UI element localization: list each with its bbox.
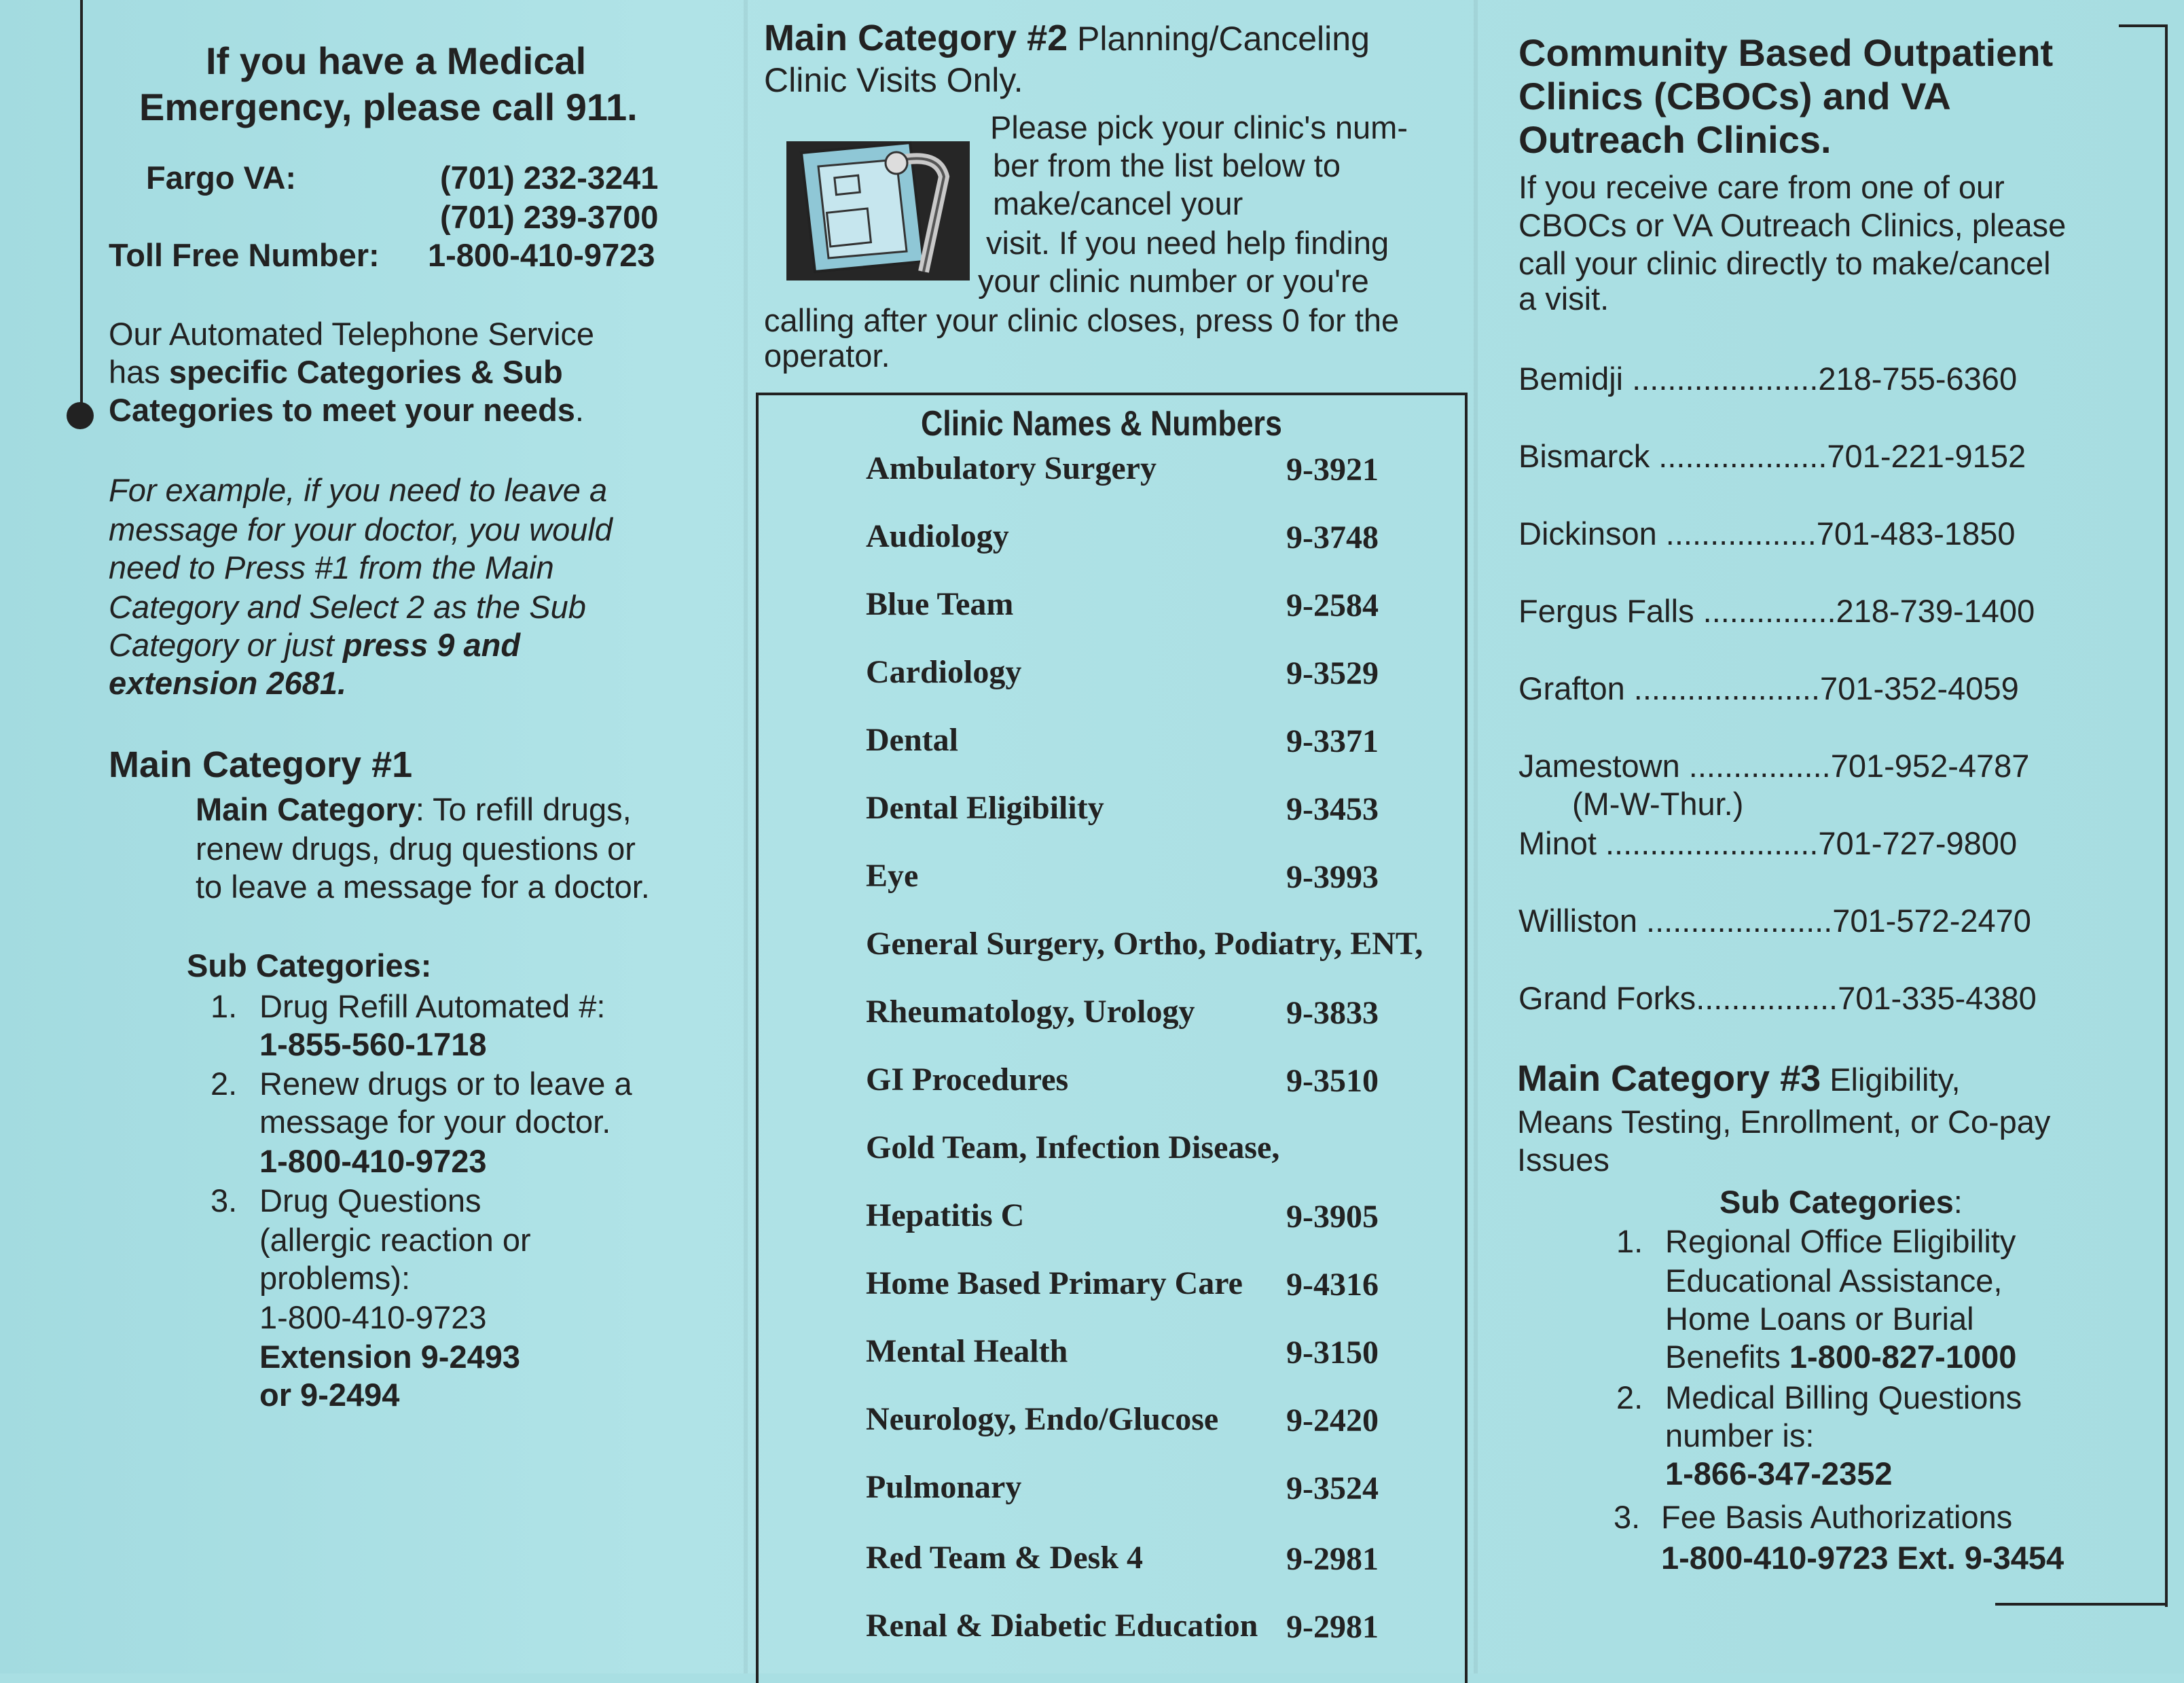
outpatient-clinic-phone: 701-952-4787 [1830,748,2030,784]
intro-text: visit. If you need help finding [986,225,1389,261]
cboc-intro: CBOCs or VA Outreach Clinics, please [1518,207,2067,243]
main-category-2-title: Main Category #2 Planning/Canceling [764,18,1370,58]
list-number: 1. [1616,1223,1643,1259]
clinic-name: Mental Health [866,1333,1068,1369]
clinic-number: 9-3993 [1286,859,1379,895]
clinic-number: 9-2981 [1286,1541,1379,1577]
automated-text: has specific Categories & Sub [109,354,563,390]
cboc-intro: If you receive care from one of our [1518,169,2005,205]
outpatient-clinic-phone: 701-352-4059 [1820,670,2019,706]
fargo-label: Fargo VA: [146,160,297,196]
emergency-heading: Emergency, please call 911. [139,86,638,128]
sub-category-text: (allergic reaction or [259,1222,531,1258]
dot-leader: ............... [1694,593,1836,629]
sub-category-text: message for your doctor. [259,1104,611,1140]
outpatient-clinic-row [1518,592,2035,630]
outpatient-clinic-row [1518,360,2017,398]
sub-category-text: Benefits 1-800-827-1000 [1665,1339,2017,1375]
list-number: 2. [1616,1379,1643,1415]
intro-text: make/cancel your [993,185,1243,221]
dot-leader: ................ [1696,980,1838,1016]
main-category-3-desc: Means Testing, Enrollment, or Co-pay [1517,1104,2051,1140]
clinic-name: Neurology, Endo/Glucose [866,1401,1219,1437]
clinic-name: Eye [866,858,919,894]
sub-categories-title: Sub Categories: [1719,1184,1963,1220]
example-text: Category or just press 9 and [109,627,521,663]
outpatient-clinic-row [1518,437,2026,475]
outpatient-clinic-row [1518,747,2029,785]
intro-text: ber from the list below to [993,147,1341,183]
sub-category-text: Fee Basis Authorizations [1661,1499,2013,1535]
clinic-name: General Surgery, Ortho, Podiatry, ENT, [866,926,1423,962]
clinic-name: Rheumatology, Urology [866,994,1195,1030]
automated-text: Our Automated Telephone Service [109,316,595,352]
list-number: 3. [211,1182,238,1218]
fargo-phone: (701) 239-3700 [440,199,659,235]
clinic-number: 9-3921 [1286,452,1379,488]
bullet-dot [67,402,94,429]
main-category-1-desc: Main Category: To refill drugs, [196,791,632,827]
intro-text: your clinic number or you're [978,263,1369,299]
cboc-intro: call your clinic directly to make/cancel [1518,245,2051,281]
calendar-phone-icon [781,136,978,285]
outpatient-clinic-phone: 701-727-9800 [1818,825,2018,861]
outpatient-clinic-name: Minot [1518,825,1597,861]
cboc-title: Clinics (CBOCs) and VA [1518,75,1951,117]
clinic-number: 9-4316 [1286,1267,1379,1303]
sub-category-text: Drug Refill Automated #: [259,988,606,1024]
clinic-name: Ambulatory Surgery [866,450,1157,486]
outpatient-clinic-row [1518,515,2016,553]
clinic-name: Hepatitis C [866,1197,1025,1233]
clinic-name: GI Procedures [866,1062,1069,1098]
outpatient-clinic-name: Grafton [1518,670,1625,706]
clinic-number: 9-2981 [1286,1609,1379,1645]
intro-text: calling after your clinic closes, press 0 for the [764,302,1400,338]
clinic-number: 9-3524 [1286,1470,1379,1506]
main-category-3-title: Main Category #3 Eligibility, [1517,1058,1961,1099]
sub-category-text: Medical Billing Questions [1665,1379,2022,1415]
list-number: 2. [211,1066,238,1102]
clinic-name: Home Based Primary Care [866,1265,1243,1301]
outpatient-clinic-phone: 218-739-1400 [1836,593,2035,629]
sub-category-extension: Extension 9-2493 [259,1339,521,1375]
clinic-number: 9-3833 [1286,995,1379,1031]
dot-leader: ..................... [1637,903,1833,939]
right-panel-rule [2165,24,2168,1607]
cboc-title: Outreach Clinics. [1518,118,1832,161]
clinic-number: 9-2584 [1286,587,1379,623]
dot-leader: ................ [1679,748,1831,784]
sub-category-text: number is: [1665,1417,1815,1453]
clinic-name: Gold Team, Infection Disease, [866,1129,1280,1165]
example-text: need to Press #1 from the Main [109,549,554,585]
intro-text: Please pick your clinic's num- [990,109,1408,145]
clinic-name: Blue Team [866,586,1014,622]
main-category-1-desc: renew drugs, drug questions or [196,831,636,867]
clinic-name: Dental Eligibility [866,790,1104,826]
right-panel-rule [1995,1603,2168,1606]
tollfree-phone: 1-800-410-9723 [428,237,655,273]
example-text: extension 2681. [109,665,347,701]
dot-leader: ..................... [1624,670,1821,706]
main-category-1-desc: to leave a message for a doctor. [196,869,650,905]
tollfree-label: Toll Free Number: [109,237,380,273]
outpatient-clinic-phone: 701-335-4380 [1838,980,2037,1016]
example-text: Category and Select 2 as the Sub [109,589,586,625]
sub-category-text: Regional Office Eligibility [1665,1223,2016,1259]
example-text: message for your doctor, you would [109,511,613,547]
list-number: 1. [211,988,238,1024]
sub-category-text: Drug Questions [259,1182,481,1218]
sub-categories-title: Sub Categories: [187,947,432,983]
sub-category-phone: 1-866-347-2352 [1665,1455,1893,1491]
fargo-phone: (701) 232-3241 [440,160,659,196]
outpatient-clinic-name: Jamestown [1518,748,1680,784]
main-category-1-title: Main Category #1 [109,744,413,785]
outpatient-clinic-phone: 701-483-1850 [1816,515,2016,551]
clinic-number: 9-3748 [1286,520,1379,556]
clinic-name: Red Team & Desk 4 [866,1540,1144,1576]
outpatient-clinic-phone: 701-221-9152 [1827,438,2026,474]
clinic-number: 9-3371 [1286,723,1379,759]
sub-category-phone: 1-800-410-9723 [259,1299,487,1335]
clinic-name: Audiology [866,518,1009,554]
outpatient-clinic-name: Williston [1518,903,1637,939]
emergency-heading: If you have a Medical [206,39,587,82]
clinic-name: Dental [866,722,958,758]
sub-category-phone: 1-800-410-9723 [259,1143,487,1179]
dot-leader: ................. [1656,515,1817,551]
panel-fold [744,0,748,1673]
sub-category-text: Renew drugs or to leave a [259,1066,632,1102]
outpatient-clinic-row [1518,902,2031,940]
sub-category-phone: 1-800-410-9723 Ext. 9-3454 [1661,1540,2064,1576]
dot-leader: ................... [1650,438,1827,474]
outpatient-clinic-phone: 218-755-6360 [1818,361,2018,397]
sub-category-text: problems): [259,1260,411,1296]
panel-fold [1474,0,1478,1673]
clinic-name: Pulmonary [866,1469,1022,1505]
outpatient-clinic-row [1518,979,2037,1017]
clinic-name: Cardiology [866,654,1022,690]
sub-category-text: Home Loans or Burial [1665,1301,1974,1337]
sub-category-extension: or 9-2494 [259,1377,400,1413]
outpatient-clinic-row [1518,670,2019,708]
sub-category-text: Educational Assistance, [1665,1263,2003,1299]
clinic-number: 9-3510 [1286,1063,1379,1099]
clinic-number: 9-3150 [1286,1335,1379,1371]
clinic-name: Renal & Diabetic Education [866,1608,1258,1644]
example-text: For example, if you need to leave a [109,472,608,508]
intro-text: operator. [764,338,890,374]
dot-leader: ........................ [1596,825,1819,861]
sub-category-phone: 1-855-560-1718 [259,1026,487,1062]
right-panel-rule [2119,24,2168,27]
list-number: 3. [1614,1499,1641,1535]
outpatient-clinic-name: Bemidji [1518,361,1624,397]
cboc-title: Community Based Outpatient [1518,31,2054,74]
outpatient-clinic-name: Dickinson [1518,515,1657,551]
clinic-number: 9-3453 [1286,791,1379,827]
jamestown-days: (M-W-Thur.) [1572,786,1744,822]
outpatient-clinic-name: Grand Forks [1518,980,1696,1016]
outpatient-clinic-name: Bismarck [1518,438,1650,474]
cboc-intro: a visit. [1518,280,1609,316]
outpatient-clinic-name: Fergus Falls [1518,593,1694,629]
main-category-2-subtitle: Clinic Visits Only. [764,61,1023,99]
outpatient-clinic-row [1518,825,2017,863]
outpatient-clinic-phone: 701-572-2470 [1832,903,2031,939]
dot-leader: ..................... [1623,361,1819,397]
clinic-number: 9-3905 [1286,1199,1379,1235]
left-panel-rule [80,0,83,414]
clinic-number: 9-2420 [1286,1402,1379,1438]
clinic-list-header: Clinic Names & Numbers [921,404,1282,444]
clinic-number: 9-3529 [1286,655,1379,691]
automated-text: Categories to meet your needs. [109,392,584,428]
main-category-3-desc: Issues [1517,1142,1609,1178]
